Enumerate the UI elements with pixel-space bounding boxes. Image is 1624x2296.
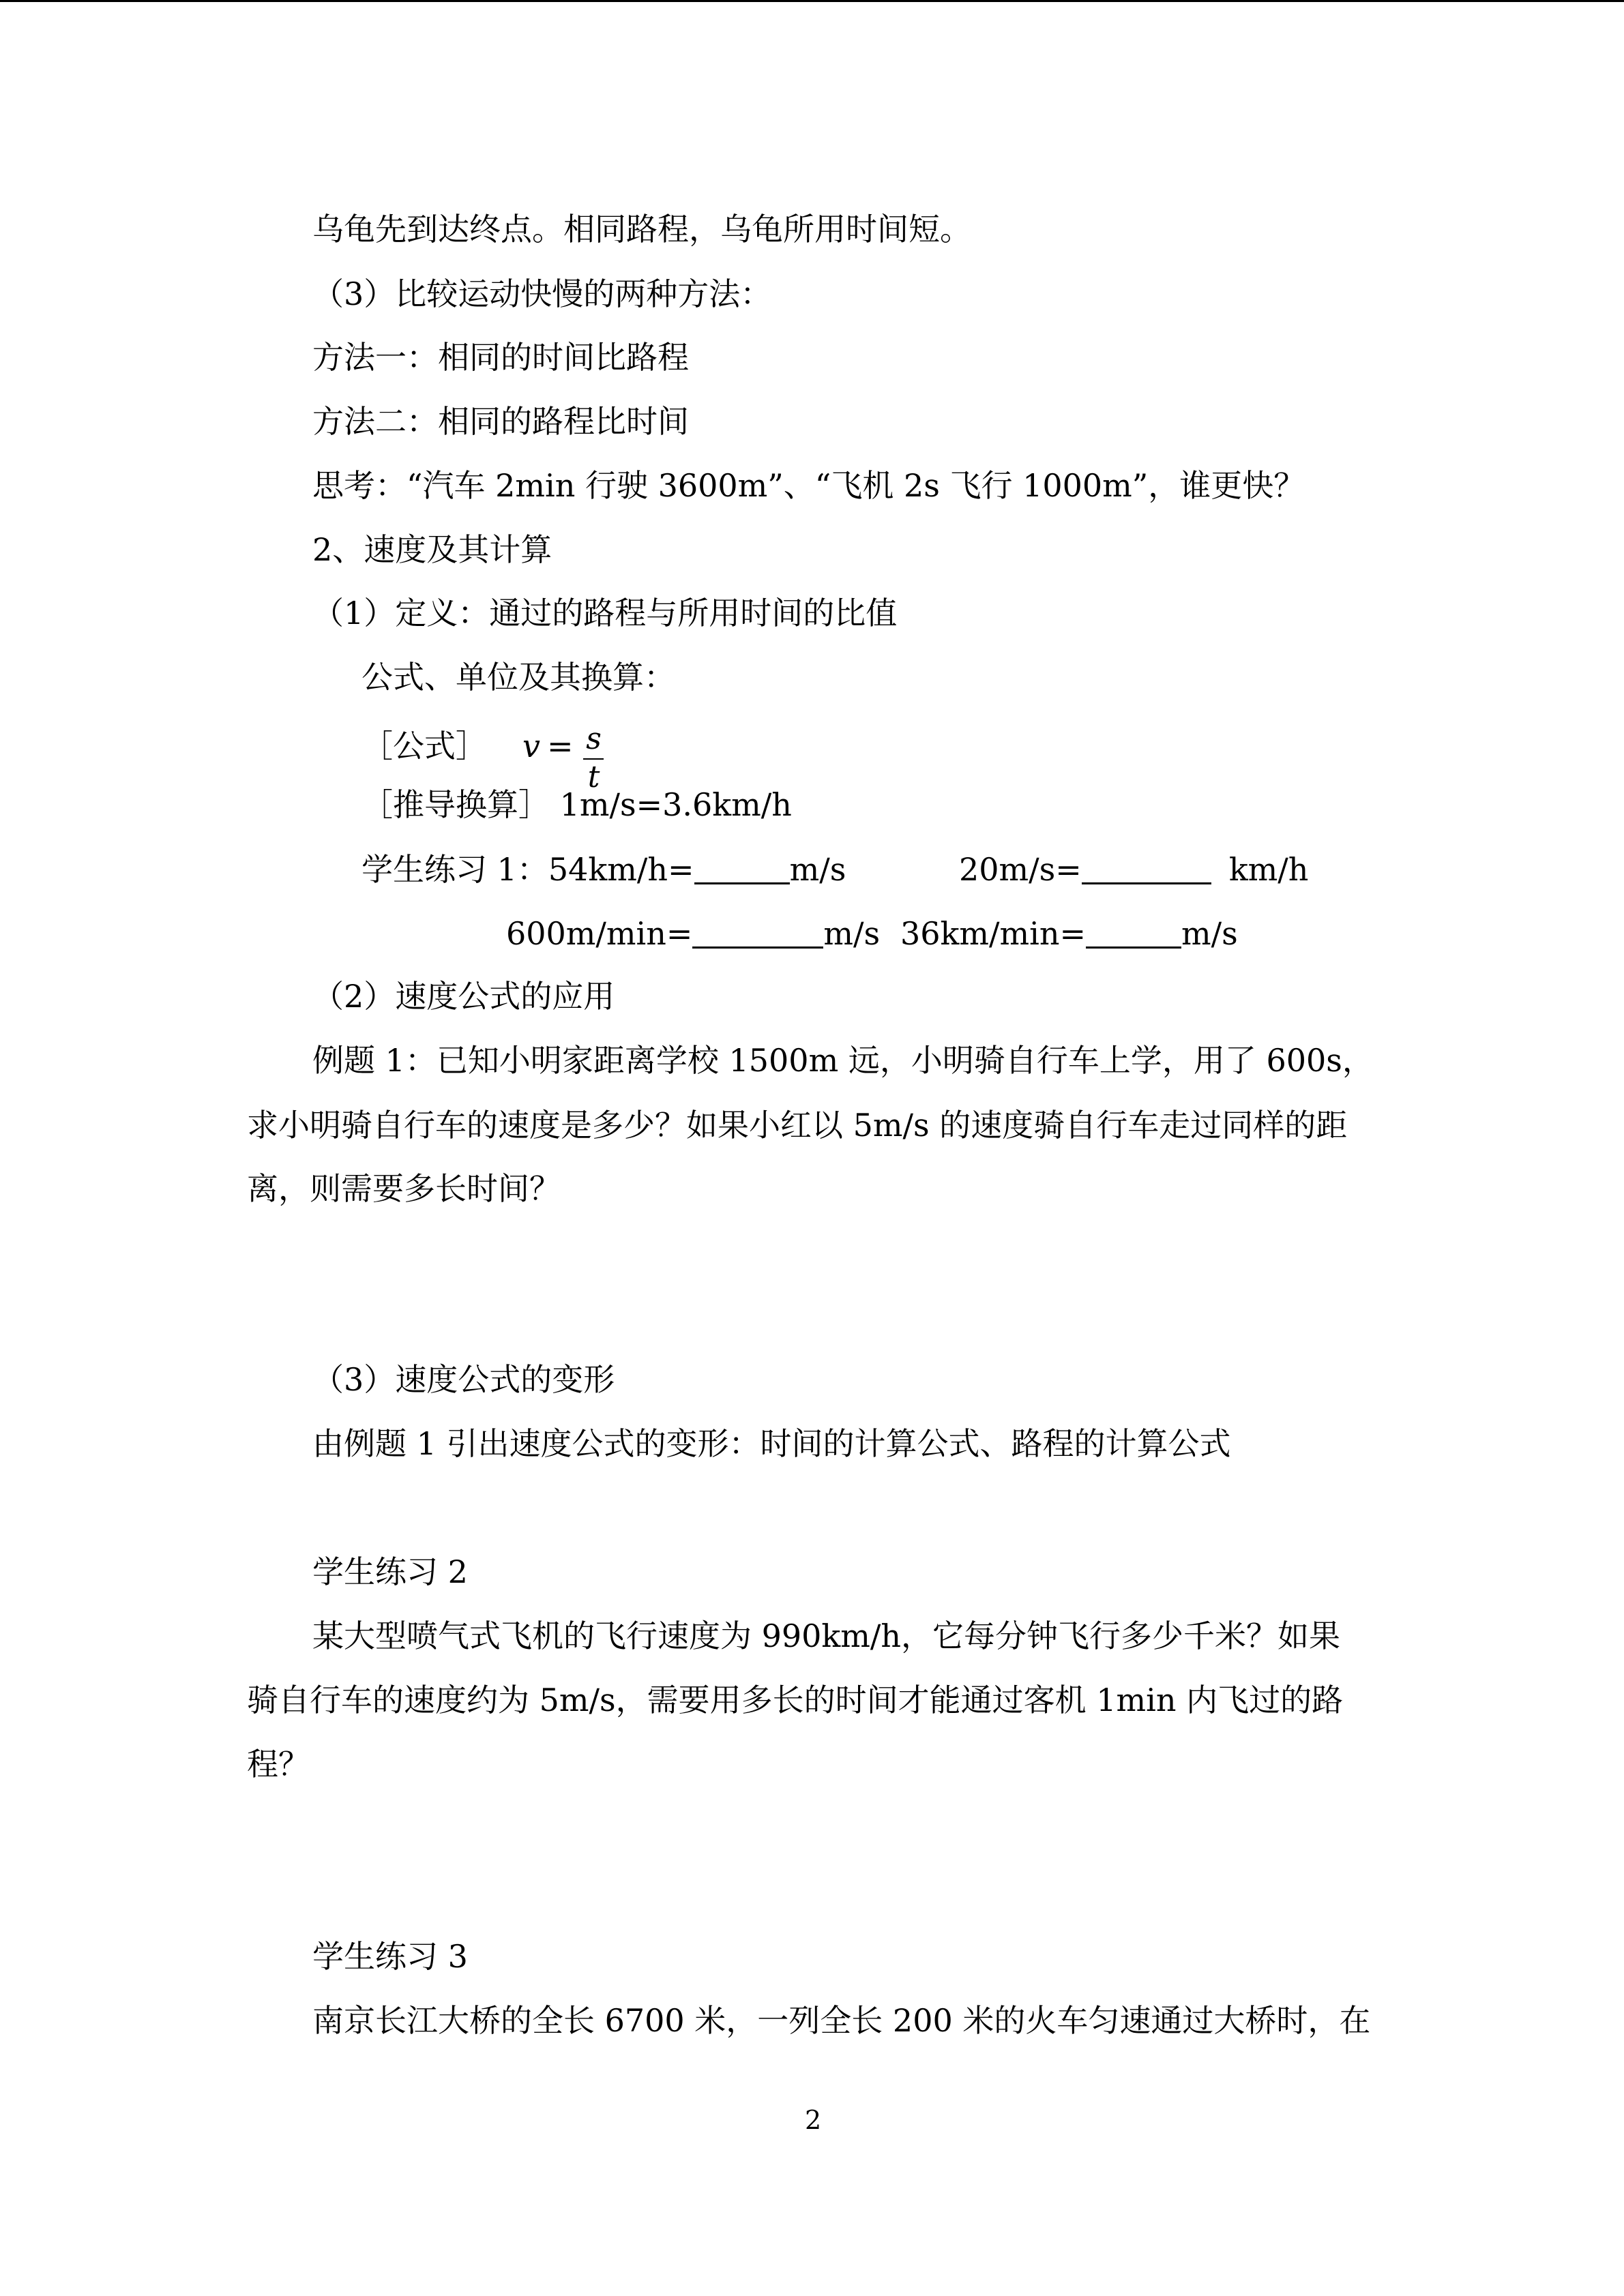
- answer-blank[interactable]: [1086, 919, 1181, 949]
- section-heading: 学生练习 2: [312, 1553, 468, 1590]
- exercise-text: 20m/s=: [959, 851, 1082, 888]
- unit-text: km/h: [1228, 851, 1309, 888]
- unit-text: m/s: [789, 851, 846, 888]
- text-line: 例题 1：已知小明家距离学校 1500m 远，小明骑自行车上学，用了 600s，: [312, 1042, 1374, 1079]
- exercise-text: 36km/min=: [900, 915, 1087, 952]
- section-heading: 学生练习 3: [312, 1938, 468, 1975]
- top-border-line: [0, 0, 1624, 2]
- text-line: 由例题 1 引出速度公式的变形：时间的计算公式、路程的计算公式: [312, 1425, 1231, 1462]
- exercise-text: 600m/min=: [506, 915, 693, 952]
- fraction-denominator: t: [587, 760, 600, 794]
- text-line: 方法二：相同的路程比时间: [312, 403, 689, 440]
- text-line: （1）定义：通过的路程与所用时间的比值: [312, 595, 898, 631]
- answer-blank[interactable]: [692, 919, 823, 949]
- answer-blank[interactable]: [694, 855, 790, 884]
- exercise-line: [900, 915, 1238, 952]
- section-heading: （3）速度公式的变形: [312, 1361, 615, 1398]
- formula-equals: =: [547, 728, 574, 764]
- text-line: 思考：“汽车 2min 行驶 3600m”、“飞机 2s 飞行 1000m”，谁更快？: [312, 467, 1305, 504]
- formula-fraction: [580, 721, 608, 794]
- fraction-numerator: s: [586, 721, 602, 756]
- text-line: 公式、单位及其换算：: [361, 659, 675, 696]
- page-number: 2: [805, 2105, 822, 2135]
- text-line: 某大型喷气式飞机的飞行速度为 990km/h，它每分钟飞行多少千米？如果: [312, 1617, 1341, 1654]
- section-heading: （3）比较运动快慢的两种方法：: [312, 275, 772, 312]
- text-line: 方法一：相同的时间比路程: [312, 339, 689, 376]
- formula-variable: v: [522, 728, 540, 764]
- text-line: ［推导换算］ 1m/s=3.6km/h: [361, 786, 792, 823]
- section-heading: （2）速度公式的应用: [312, 978, 615, 1015]
- text-line: 乌龟先到达终点。相同路程，乌龟所用时间短。: [312, 211, 971, 248]
- section-heading: 2、速度及其计算: [312, 531, 552, 568]
- exercise-line: [506, 915, 881, 952]
- formula-line: [361, 721, 608, 794]
- text-line: 骑自行车的速度约为 5m/s，需要用多长的时间才能通过客机 1min 内飞过的路: [247, 1682, 1344, 1718]
- formula-label: ［公式］: [361, 728, 487, 764]
- exercise-line: [959, 851, 1309, 888]
- text-line: 程？: [247, 1746, 310, 1783]
- text-line: 南京长江大桥的全长 6700 米，一列全长 200 米的火车匀速通过大桥时，在: [312, 2002, 1371, 2039]
- answer-blank[interactable]: [1082, 855, 1211, 884]
- text-line: 离，则需要多长时间？: [247, 1170, 561, 1207]
- exercise-line: [361, 851, 846, 888]
- exercise-text: 学生练习 1：54km/h=: [361, 851, 694, 888]
- text-line: 求小明骑自行车的速度是多少？如果小红以 5m/s 的速度骑自行车走过同样的距: [247, 1107, 1348, 1144]
- unit-text: m/s: [1181, 915, 1238, 952]
- unit-text: m/s: [823, 915, 881, 952]
